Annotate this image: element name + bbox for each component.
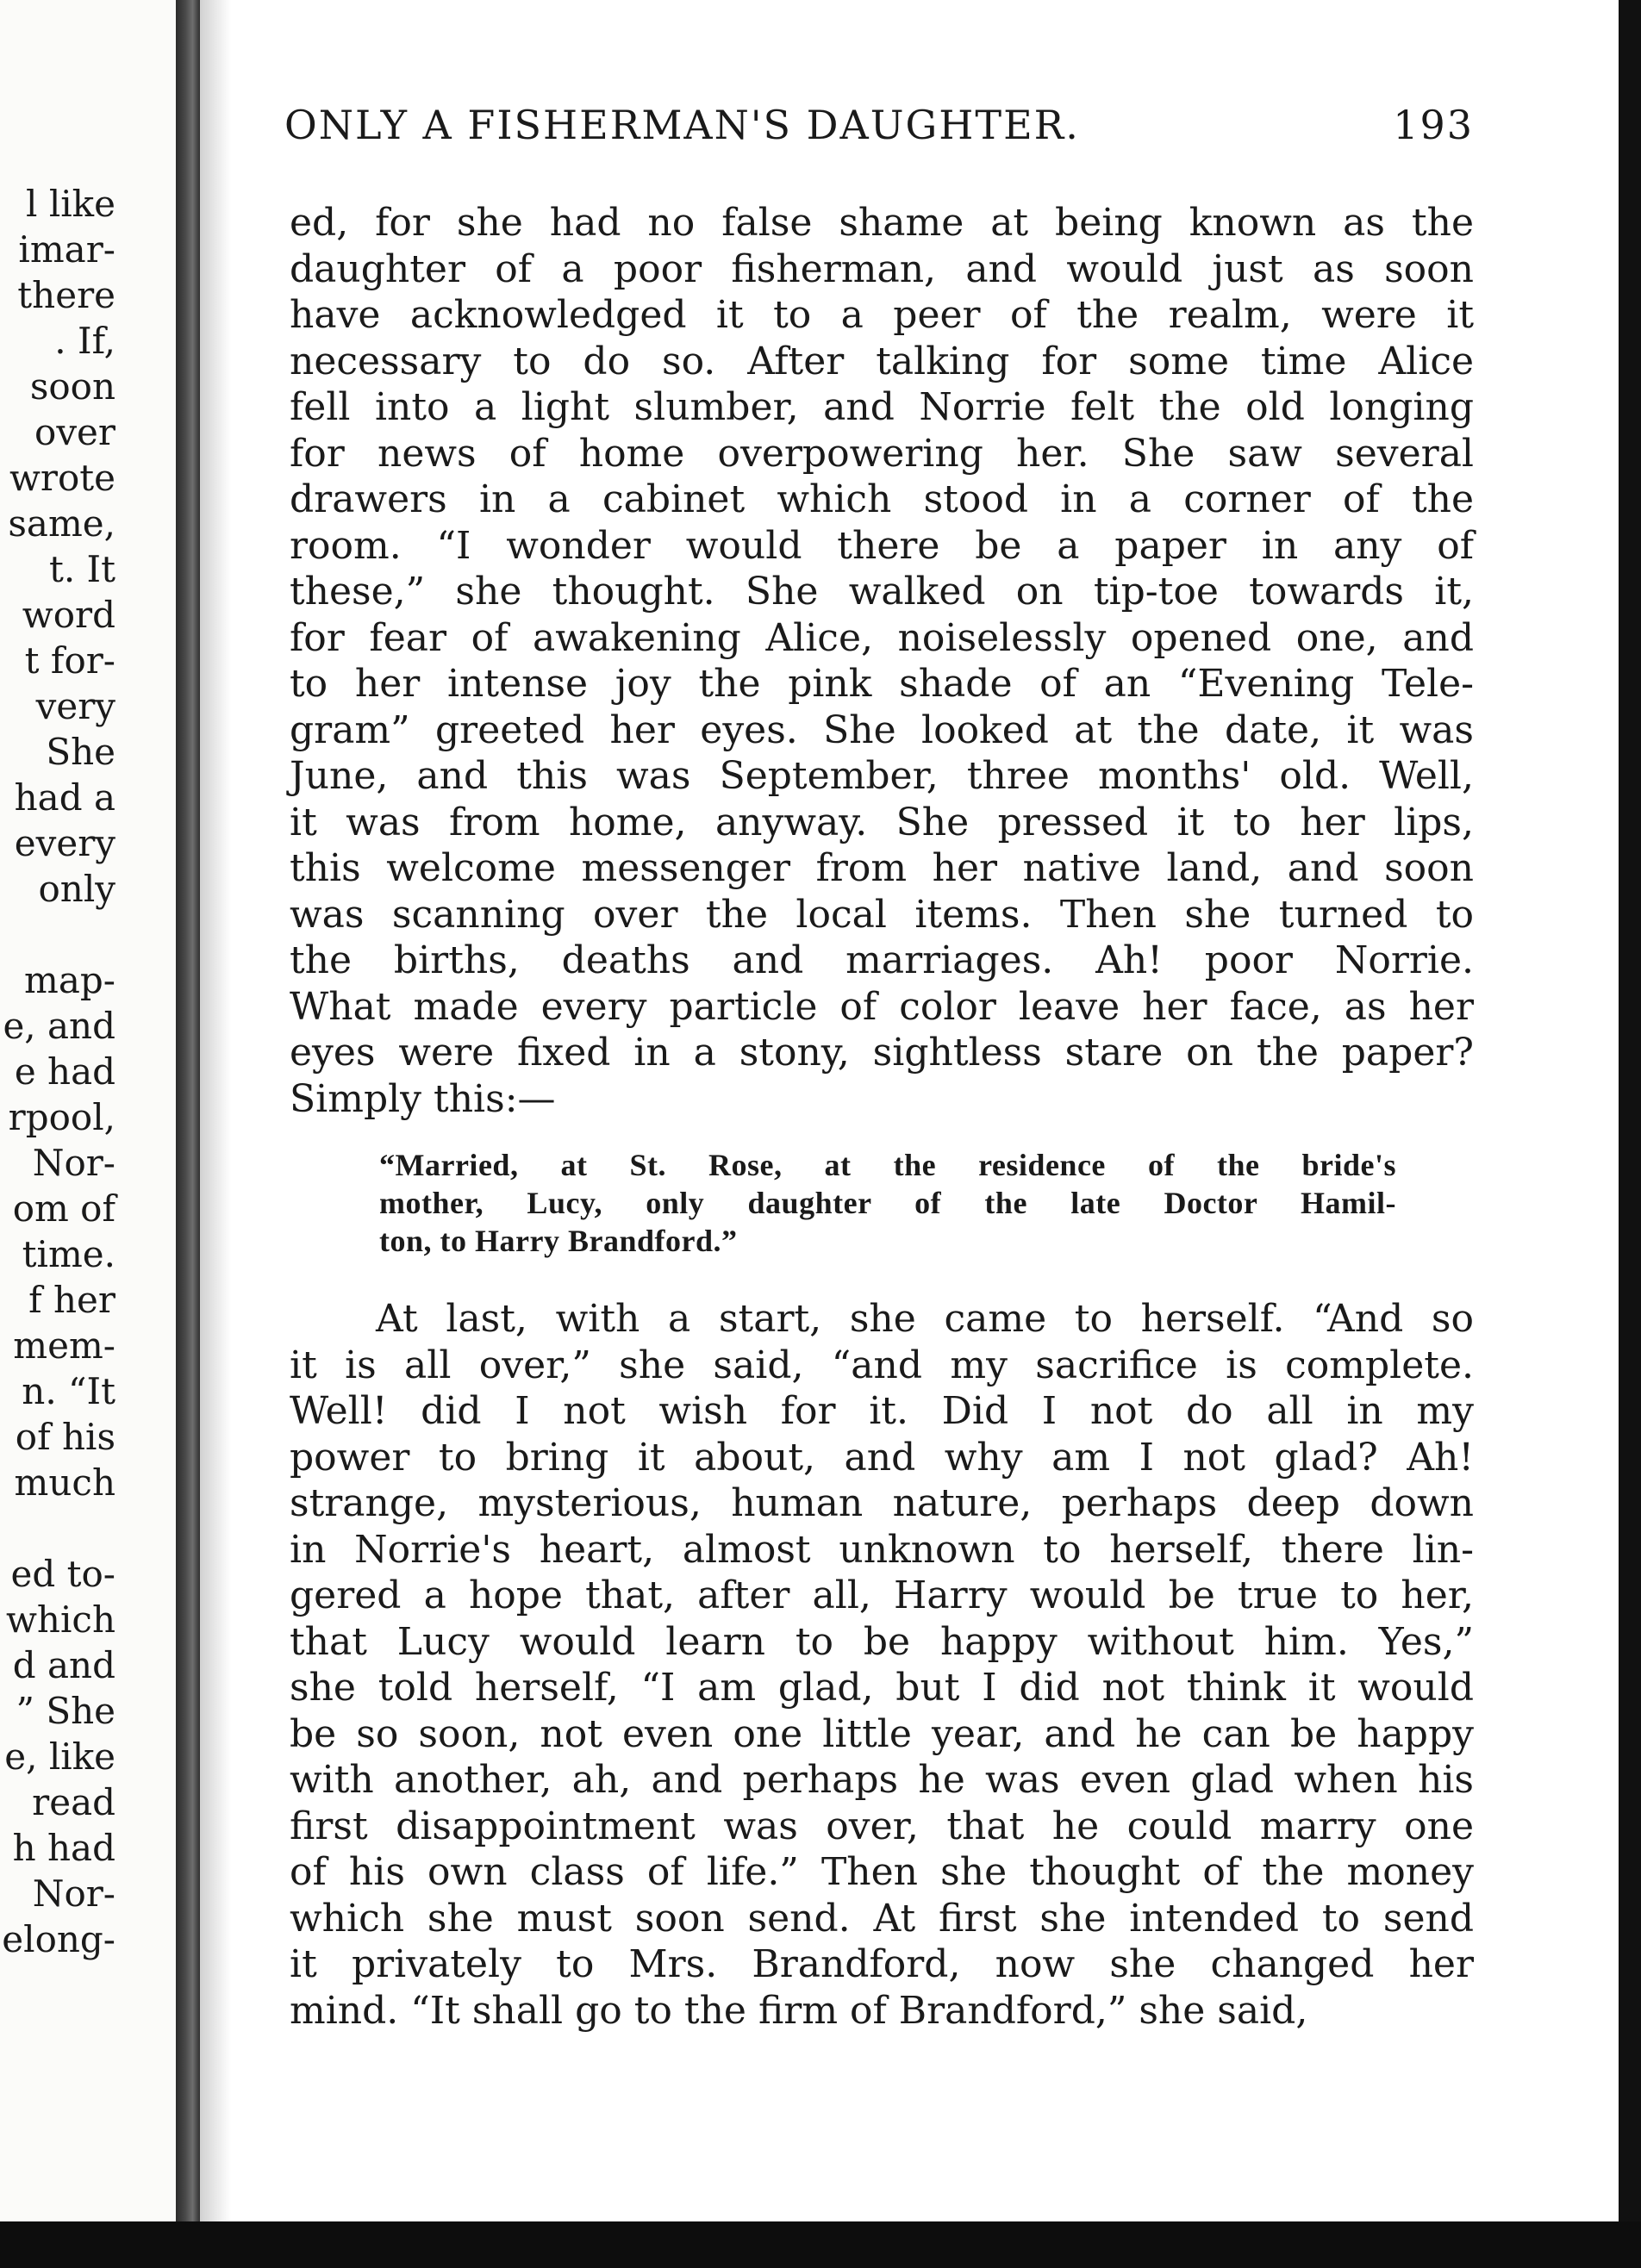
text-line: for fear of awakening Alice, noiselessly opened one, and — [290, 615, 1474, 660]
text-line: for news of home overpowering her. She saw several — [290, 431, 1474, 476]
text-line: she told herself, “I am glad, but I did not think it would — [290, 1666, 1474, 1710]
left-page-fragment: ” She — [16, 1690, 115, 1732]
text-line: mind. “It shall go to the firm of Brandford,” she said, — [290, 1988, 1308, 2033]
left-page-fragment — [2, 912, 115, 957]
left-page-fragment: soon — [29, 365, 115, 408]
left-page-fragment: . If, — [54, 320, 115, 362]
text-line: this welcome messenger from her native land, and soon — [290, 846, 1474, 890]
text-line: these,” she thought. She walked on tip-toe towards it, — [290, 570, 1474, 614]
left-page-fragment: same, — [8, 502, 115, 545]
text-line: that Lucy would learn to be happy without him. Yes,” — [290, 1619, 1474, 1664]
text-line: ed, for she had no false shame at being known as the — [290, 201, 1474, 245]
left-page-fragment: of his — [15, 1416, 115, 1458]
text-line: June, and this was September, three months' old. Well, — [290, 754, 1474, 798]
text-line: Simply this:— — [290, 1076, 556, 1121]
text-line: it is all over,” she said, “and my sacrifice is complete. — [290, 1343, 1474, 1387]
left-page-fragment: had a — [14, 776, 115, 819]
left-page-fragment: t for- — [24, 639, 115, 682]
left-page-fragment: f her — [28, 1279, 115, 1321]
text-line: What made every particle of color leave her face, as her — [290, 984, 1474, 1029]
text-line: it was from home, anyway. She pressed it to her lips, — [290, 800, 1474, 844]
paragraph-1 — [290, 200, 1474, 1122]
left-page-fragment: Nor- — [32, 1872, 115, 1915]
text-line: it privately to Mrs. Brandford, now she changed her — [290, 1942, 1474, 1986]
left-page-fragment: word — [22, 594, 115, 636]
left-page-fragment: much — [14, 1461, 115, 1504]
text-line: strange, mysterious, human nature, perhaps deep down — [290, 1481, 1474, 1525]
left-page-fragment: l like — [26, 183, 115, 225]
left-page-fragment: h had — [12, 1827, 115, 1869]
left-page-fragment: imar- — [18, 228, 115, 271]
text-line: Well! did I not wish for it. Did I not do all in my — [290, 1389, 1474, 1433]
left-page-fragment: d and — [12, 1644, 115, 1686]
text-line: mother, Lucy, only daughter of the late Doctor Hamil- — [379, 1186, 1396, 1220]
left-page-fragment: om of — [12, 1187, 115, 1230]
text-line: have acknowledged it to a peer of the realm, were it — [290, 293, 1474, 337]
left-page-fragment: over — [34, 411, 115, 453]
text-line: “Married, at St. Rose, at the residence of the bride's — [379, 1148, 1396, 1182]
left-page-fragment: e, and — [3, 1005, 115, 1047]
left-page-fragment: n. “It — [22, 1370, 115, 1412]
running-header — [284, 102, 1474, 148]
paragraph-2 — [290, 1296, 1474, 2034]
left-page-fragment: e, like — [4, 1735, 115, 1778]
text-line: gered a hope that, after all, Harry would be true to her, — [290, 1573, 1474, 1617]
book-gutter — [176, 0, 200, 2268]
text-line: At last, with a start, she came to herself. “And so — [376, 1297, 1474, 1341]
text-line: ton, to Harry Brandford.” — [379, 1224, 738, 1258]
page-title: ONLY A FISHERMAN'S DAUGHTER. — [284, 102, 1080, 148]
left-page-fragment: which — [5, 1598, 115, 1641]
left-page-edge — [0, 0, 200, 2268]
text-line: eyes were fixed in a stony, sightless stare on the paper? — [290, 1031, 1474, 1075]
left-page-fragment: She — [46, 731, 115, 773]
left-page-fragment: Nor- — [32, 1142, 115, 1184]
gutter-shadow — [200, 0, 231, 2268]
left-page-fragment: very — [35, 685, 115, 727]
left-page-fragment: wrote — [9, 457, 115, 499]
text-line: which she must soon send. At first she intended to send — [290, 1896, 1474, 1941]
text-line: drawers in a cabinet which stood in a corner of the — [290, 477, 1474, 521]
text-line: be so soon, not even one little year, and he can be happy — [290, 1711, 1474, 1756]
text-line: to her intense joy the pink shade of an “Evening Tele- — [290, 662, 1474, 706]
text-line: power to bring it about, and why am I not glad? Ah! — [290, 1435, 1474, 1480]
left-page-fragment: e had — [14, 1050, 115, 1093]
text-line: first disappointment was over, that he could marry one — [290, 1804, 1474, 1848]
text-line: fell into a light slumber, and Norrie felt the old longing — [290, 385, 1474, 429]
scan-border-bottom — [0, 2221, 1641, 2268]
text-line: in Norrie's heart, almost unknown to herself, there lin- — [290, 1527, 1474, 1572]
text-line: room. “I wonder would there be a paper in any of — [290, 523, 1474, 568]
left-page-fragment: only — [38, 868, 115, 910]
text-line: gram” greeted her eyes. She looked at the date, it was — [290, 707, 1474, 752]
left-page-fragment: time. — [22, 1233, 115, 1275]
scan-border-right — [1619, 0, 1641, 2268]
text-line: the births, deaths and marriages. Ah! poor Norrie. — [290, 938, 1474, 982]
left-page-fragment: t. It — [48, 548, 115, 590]
left-page-fragment: every — [14, 822, 115, 864]
text-line: necessary to do so. After talking for some time Alice — [290, 339, 1474, 383]
left-page-fragment — [2, 1505, 115, 1551]
left-page-fragment: elong- — [2, 1918, 115, 1960]
left-page-fragment: ed to- — [10, 1553, 115, 1595]
left-page-fragment: rpool, — [8, 1096, 115, 1138]
marriage-notice-quote — [379, 1146, 1396, 1260]
left-page-fragment: there — [17, 274, 115, 316]
text-line: of his own class of life.” Then she thought of the money — [290, 1850, 1474, 1894]
left-page-fragment: mem- — [13, 1324, 115, 1367]
page-number: 193 — [1393, 102, 1474, 148]
left-page-fragment: read — [32, 1781, 115, 1823]
text-line: daughter of a poor fisherman, and would just as soon — [290, 246, 1474, 291]
left-page-text-fragments — [2, 181, 115, 1962]
text-line: with another, ah, and perhaps he was even glad when his — [290, 1758, 1474, 1802]
left-page-fragment: map- — [24, 959, 115, 1001]
text-line: was scanning over the local items. Then she turned to — [290, 892, 1474, 937]
